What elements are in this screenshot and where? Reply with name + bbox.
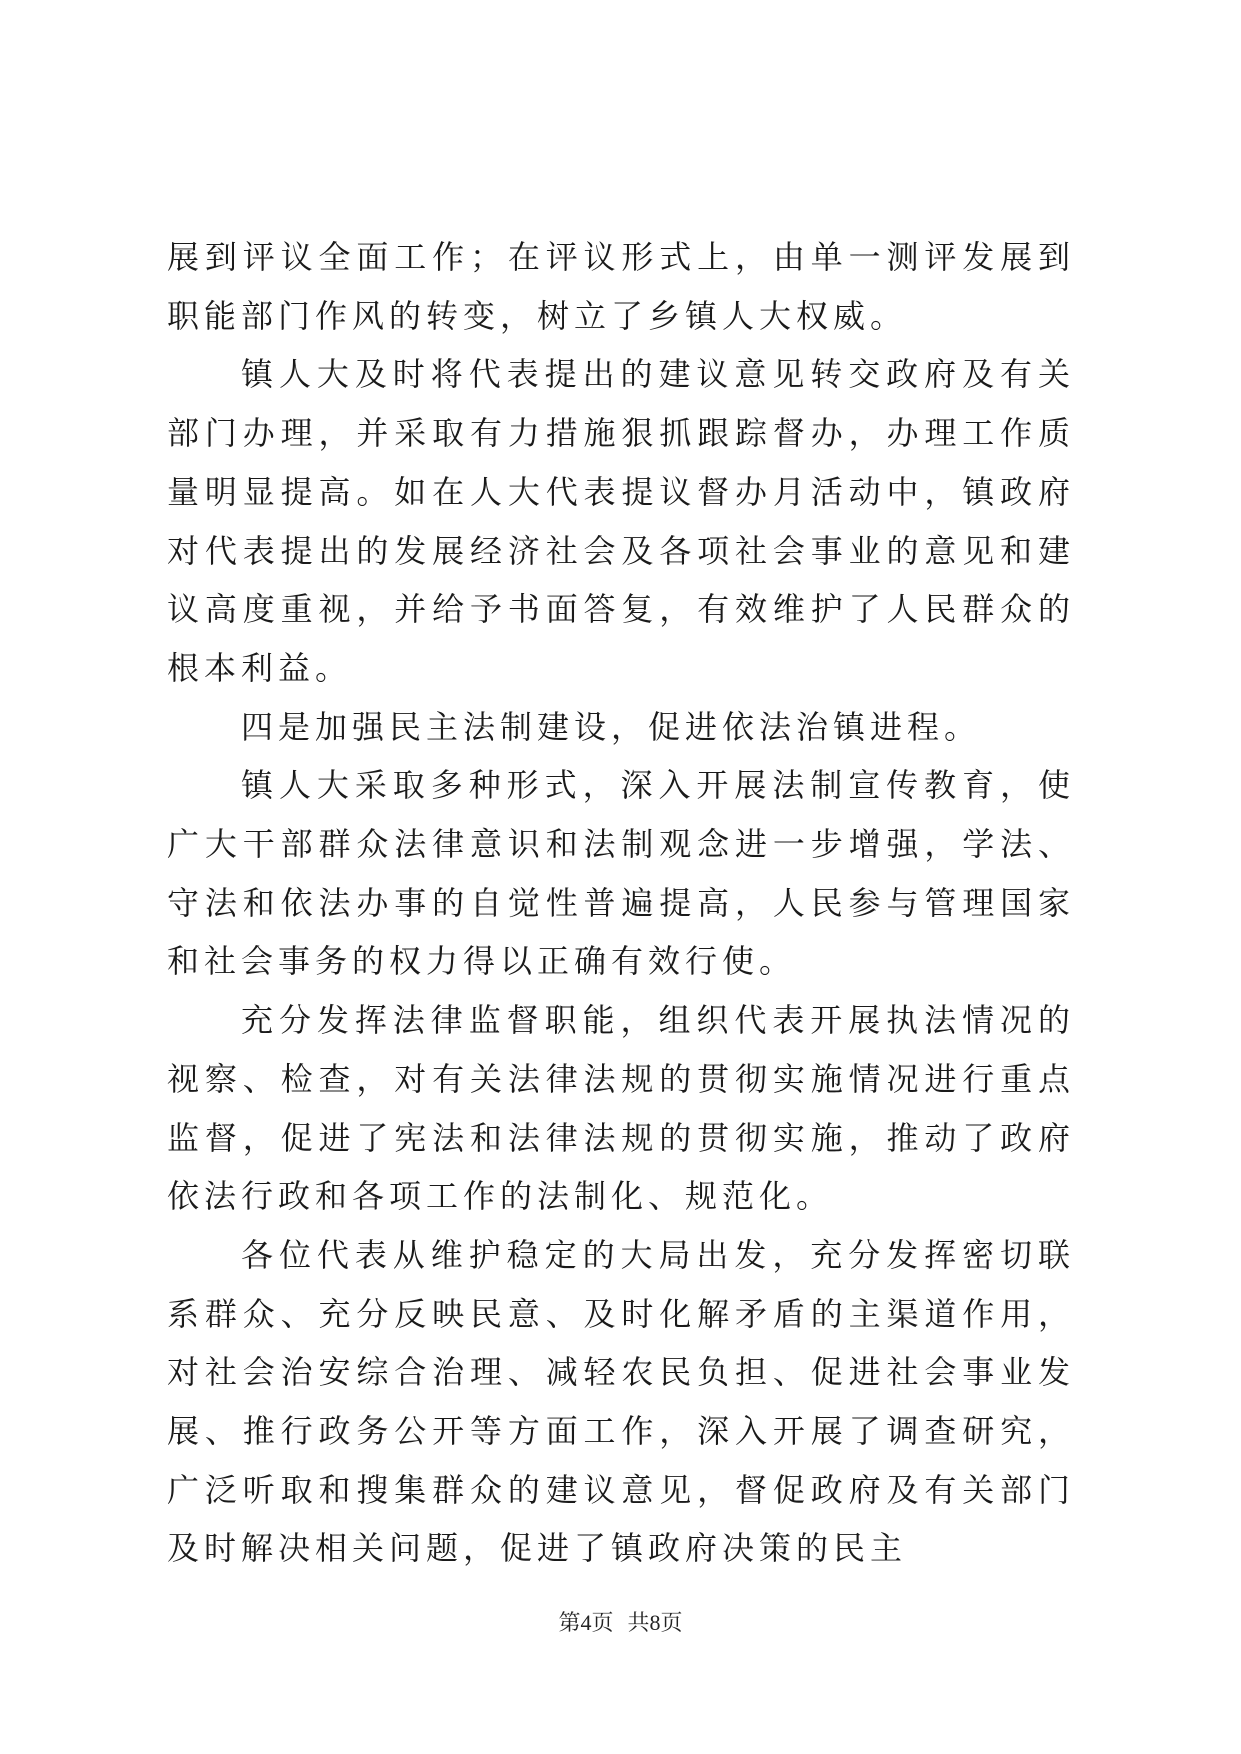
paragraph-3: 四是加强民主法制建设，促进依法治镇进程。	[241, 707, 982, 746]
paragraph-2: 镇人大及时将代表提出的建议意见转交政府及有关部门办理，并采取有力措施狠抓跟踪督办，办理工作质量明显提高。如在人大代表提议督办月活动中，镇政府对代表提出的发展经济社会及各项社会事业的意见和建议高度重视，并给予书面答复，有效维护了人民群众的根本利益。	[167, 355, 1075, 687]
paragraph-1: 展到评议全面工作；在评议形式上，由单一测评发展到职能部门作风的转变，树立了乡镇人大权威。	[167, 238, 1075, 335]
paragraph-5: 充分发挥法律监督职能，组织代表开展执法情况的视察、检查，对有关法律法规的贯彻实施情况进行重点监督，促进了宪法和法律法规的贯彻实施，推动了政府依法行政和各项工作的法制化、规范化。	[167, 1001, 1075, 1216]
page-total: 共8页	[627, 1610, 683, 1635]
page-number: 第4页	[558, 1610, 614, 1635]
document-body	[167, 228, 1075, 1578]
paragraph-6: 各位代表从维护稳定的大局出发，充分发挥密切联系群众、充分反映民意、及时化解矛盾的主渠道作用，对社会治安综合治理、减轻农民负担、促进社会事业发展、推行政务公开等方面工作，深入开展了调查研究，广泛听取和搜集群众的建议意见，督促政府及有关部门及时解决相关问题，促进了镇政府决策的民主	[167, 1235, 1075, 1568]
paragraph-4: 镇人大采取多种形式，深入开展法制宣传教育，使广大干部群众法律意识和法制观念进一步增强，学法、守法和依法办事的自觉性普遍提高，人民参与管理国家和社会事务的权力得以正确有效行使。	[167, 766, 1075, 981]
page-footer	[0, 1608, 1241, 1638]
